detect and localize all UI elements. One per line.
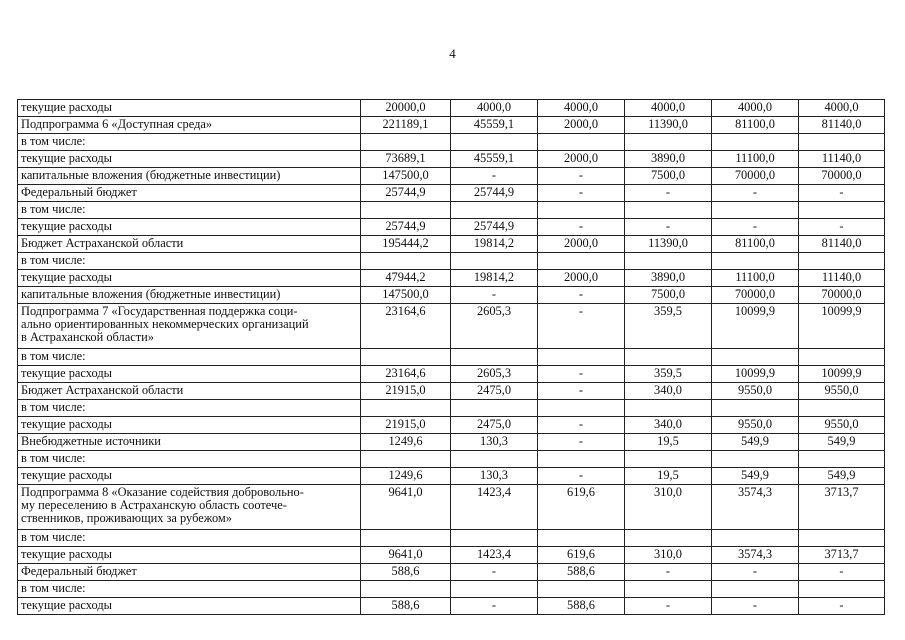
table-cell [799, 349, 885, 366]
table-cell: - [625, 219, 712, 236]
table-cell [538, 253, 625, 270]
table-cell [538, 581, 625, 598]
table-cell: 9550,0 [799, 417, 885, 434]
table-cell: 4000,0 [451, 100, 538, 117]
row-label: Подпрограмма 6 «Доступная среда» [18, 117, 361, 134]
table-cell: - [538, 219, 625, 236]
table-cell [625, 253, 712, 270]
table-cell: - [451, 598, 538, 615]
row-label: текущие расходы [18, 366, 361, 383]
table-row [18, 287, 885, 304]
table-cell [625, 451, 712, 468]
table-cell: 11140,0 [799, 151, 885, 168]
row-label: в том числе: [18, 134, 361, 151]
table-row [18, 168, 885, 185]
table-cell: 3574,3 [712, 485, 799, 530]
row-label: текущие расходы [18, 598, 361, 615]
table-row [18, 598, 885, 615]
table-cell: 2605,3 [451, 366, 538, 383]
table-cell [712, 400, 799, 417]
table-cell: 20000,0 [361, 100, 451, 117]
table-cell: 1249,6 [361, 468, 451, 485]
table-cell [451, 349, 538, 366]
table-cell: 70000,0 [712, 287, 799, 304]
table-cell: - [538, 383, 625, 400]
table-cell: 549,9 [712, 468, 799, 485]
table-row [18, 100, 885, 117]
table-row [18, 400, 885, 417]
table-cell: 4000,0 [799, 100, 885, 117]
table-cell: 588,6 [538, 598, 625, 615]
row-label: Подпрограмма 8 «Оказание содействия добровольно- му переселению в Астраханскую область соотече- ственников, проживающих за рубежом» [18, 485, 361, 530]
table-cell [451, 202, 538, 219]
table-cell: 7500,0 [625, 168, 712, 185]
row-label: текущие расходы [18, 100, 361, 117]
table-cell: 11390,0 [625, 236, 712, 253]
table-cell: 359,5 [625, 304, 712, 349]
row-label: Бюджет Астраханской области [18, 236, 361, 253]
table-cell [451, 530, 538, 547]
table-cell: 310,0 [625, 547, 712, 564]
row-label: текущие расходы [18, 151, 361, 168]
table-cell [361, 451, 451, 468]
row-label: Внебюджетные источники [18, 434, 361, 451]
table-cell: 10099,9 [799, 304, 885, 349]
table-cell [625, 400, 712, 417]
table-row [18, 547, 885, 564]
table-cell: - [799, 219, 885, 236]
table-cell: 70000,0 [712, 168, 799, 185]
table-cell: - [451, 168, 538, 185]
table-row [18, 366, 885, 383]
table-cell: 23164,6 [361, 366, 451, 383]
table-cell: 1423,4 [451, 547, 538, 564]
budget-table [17, 99, 885, 615]
table-cell: 2000,0 [538, 236, 625, 253]
table-cell: - [538, 304, 625, 349]
table-cell: - [625, 564, 712, 581]
table-cell [625, 202, 712, 219]
row-label: текущие расходы [18, 547, 361, 564]
table-row [18, 270, 885, 287]
table-cell: 588,6 [361, 598, 451, 615]
row-label: в том числе: [18, 349, 361, 366]
row-label: текущие расходы [18, 468, 361, 485]
table-cell: 23164,6 [361, 304, 451, 349]
table-cell [538, 400, 625, 417]
table-row [18, 564, 885, 581]
table-cell [712, 134, 799, 151]
table-cell: 25744,9 [361, 185, 451, 202]
table-cell: 221189,1 [361, 117, 451, 134]
table-cell: - [538, 168, 625, 185]
table-cell: 2000,0 [538, 151, 625, 168]
table-row [18, 581, 885, 598]
table-row [18, 236, 885, 253]
row-label: в том числе: [18, 530, 361, 547]
table-cell: 7500,0 [625, 287, 712, 304]
row-label: капитальные вложения (бюджетные инвестиции) [18, 287, 361, 304]
table-cell: 588,6 [361, 564, 451, 581]
table-row [18, 134, 885, 151]
table-cell [538, 134, 625, 151]
table-cell: 10099,9 [712, 366, 799, 383]
table-cell: - [712, 564, 799, 581]
table-cell: 81100,0 [712, 236, 799, 253]
table-cell: 130,3 [451, 434, 538, 451]
table-cell: 2475,0 [451, 383, 538, 400]
table-cell [799, 253, 885, 270]
table-cell: 10099,9 [712, 304, 799, 349]
table-cell [451, 451, 538, 468]
table-cell [712, 581, 799, 598]
table-cell: 130,3 [451, 468, 538, 485]
table-cell [361, 253, 451, 270]
table-cell: - [799, 564, 885, 581]
table-cell: 549,9 [712, 434, 799, 451]
table-cell: 47944,2 [361, 270, 451, 287]
table-cell: - [712, 598, 799, 615]
table-cell [625, 349, 712, 366]
table-cell: 11100,0 [712, 151, 799, 168]
table-cell [799, 451, 885, 468]
table-cell: 19,5 [625, 434, 712, 451]
table-cell [625, 134, 712, 151]
table-cell: 359,5 [625, 366, 712, 383]
table-cell: 81140,0 [799, 117, 885, 134]
table-cell [799, 581, 885, 598]
table-cell [451, 581, 538, 598]
table-cell [451, 134, 538, 151]
table-cell: 340,0 [625, 417, 712, 434]
table-cell: - [538, 366, 625, 383]
table-cell: 147500,0 [361, 287, 451, 304]
table-cell: 4000,0 [538, 100, 625, 117]
table-cell: 147500,0 [361, 168, 451, 185]
table-cell [451, 253, 538, 270]
budget-table-body [18, 100, 885, 615]
table-row [18, 451, 885, 468]
row-label: капитальные вложения (бюджетные инвестиции) [18, 168, 361, 185]
row-label: Федеральный бюджет [18, 564, 361, 581]
table-cell [538, 451, 625, 468]
table-cell: 11100,0 [712, 270, 799, 287]
table-cell [361, 530, 451, 547]
row-label: текущие расходы [18, 417, 361, 434]
table-cell: 549,9 [799, 468, 885, 485]
table-cell: 3713,7 [799, 547, 885, 564]
table-cell [361, 202, 451, 219]
table-cell [538, 349, 625, 366]
table-cell: - [712, 219, 799, 236]
table-row [18, 530, 885, 547]
row-label: в том числе: [18, 253, 361, 270]
table-cell [625, 530, 712, 547]
table-cell [361, 581, 451, 598]
table-cell: 3574,3 [712, 547, 799, 564]
table-row [18, 117, 885, 134]
table-cell: - [799, 598, 885, 615]
page-number: 4 [449, 46, 456, 61]
table-cell [799, 134, 885, 151]
table-cell [712, 349, 799, 366]
table-cell: 3713,7 [799, 485, 885, 530]
table-cell: 25744,9 [451, 185, 538, 202]
table-cell: - [538, 417, 625, 434]
table-cell: 81140,0 [799, 236, 885, 253]
table-row [18, 185, 885, 202]
table-cell: 70000,0 [799, 287, 885, 304]
table-cell [361, 134, 451, 151]
table-cell: 21915,0 [361, 417, 451, 434]
table-cell: 19814,2 [451, 270, 538, 287]
table-row [18, 468, 885, 485]
table-cell: 3890,0 [625, 270, 712, 287]
table-cell: - [451, 287, 538, 304]
table-cell: 81100,0 [712, 117, 799, 134]
table-cell: 10099,9 [799, 366, 885, 383]
table-cell: 2475,0 [451, 417, 538, 434]
table-cell: 588,6 [538, 564, 625, 581]
table-cell: 25744,9 [451, 219, 538, 236]
table-cell: 619,6 [538, 485, 625, 530]
table-cell: 45559,1 [451, 151, 538, 168]
row-label: в том числе: [18, 451, 361, 468]
table-cell: - [799, 185, 885, 202]
table-cell [361, 400, 451, 417]
table-cell: 340,0 [625, 383, 712, 400]
row-label: в том числе: [18, 400, 361, 417]
table-cell: 9550,0 [712, 417, 799, 434]
table-cell: - [538, 287, 625, 304]
table-cell: 310,0 [625, 485, 712, 530]
table-cell: - [538, 434, 625, 451]
row-label: в том числе: [18, 202, 361, 219]
row-label: в том числе: [18, 581, 361, 598]
table-cell: 73689,1 [361, 151, 451, 168]
table-cell [361, 349, 451, 366]
table-cell [538, 530, 625, 547]
table-cell: 45559,1 [451, 117, 538, 134]
table-cell: - [625, 598, 712, 615]
table-cell [712, 202, 799, 219]
table-cell: - [625, 185, 712, 202]
table-cell [799, 400, 885, 417]
table-cell: 4000,0 [712, 100, 799, 117]
table-cell [799, 530, 885, 547]
table-cell: 9641,0 [361, 485, 451, 530]
table-cell: 195444,2 [361, 236, 451, 253]
table-cell: 9641,0 [361, 547, 451, 564]
table-cell: 3890,0 [625, 151, 712, 168]
table-row [18, 219, 885, 236]
table-cell: 549,9 [799, 434, 885, 451]
table-cell [712, 530, 799, 547]
table-cell: 11140,0 [799, 270, 885, 287]
table-cell [799, 202, 885, 219]
table-cell: 4000,0 [625, 100, 712, 117]
table-cell: 2000,0 [538, 117, 625, 134]
table-cell: - [712, 185, 799, 202]
row-label: Подпрограмма 7 «Государственная поддержка соци- ально ориентированных некоммерческих организаций в Астраханской области» [18, 304, 361, 349]
row-label: текущие расходы [18, 219, 361, 236]
table-row [18, 417, 885, 434]
row-label: Федеральный бюджет [18, 185, 361, 202]
table-cell: 21915,0 [361, 383, 451, 400]
table-row [18, 383, 885, 400]
table-cell: 1249,6 [361, 434, 451, 451]
table-cell: - [538, 185, 625, 202]
table-cell: 25744,9 [361, 219, 451, 236]
table-cell: 11390,0 [625, 117, 712, 134]
table-cell [625, 581, 712, 598]
table-cell: 2605,3 [451, 304, 538, 349]
table-row [18, 202, 885, 219]
table-row [18, 304, 885, 349]
row-label: Бюджет Астраханской области [18, 383, 361, 400]
table-cell: 19814,2 [451, 236, 538, 253]
table-cell: 9550,0 [799, 383, 885, 400]
table-cell: 619,6 [538, 547, 625, 564]
table-row [18, 253, 885, 270]
row-label: текущие расходы [18, 270, 361, 287]
table-cell [712, 451, 799, 468]
table-cell [712, 253, 799, 270]
table-cell: 9550,0 [712, 383, 799, 400]
table-cell [538, 202, 625, 219]
table-cell [451, 400, 538, 417]
table-cell: - [451, 564, 538, 581]
table-row [18, 151, 885, 168]
table-row [18, 485, 885, 530]
table-cell: - [538, 468, 625, 485]
table-row [18, 349, 885, 366]
table-row [18, 434, 885, 451]
table-cell: 2000,0 [538, 270, 625, 287]
table-cell: 70000,0 [799, 168, 885, 185]
table-cell: 1423,4 [451, 485, 538, 530]
table-cell: 19,5 [625, 468, 712, 485]
